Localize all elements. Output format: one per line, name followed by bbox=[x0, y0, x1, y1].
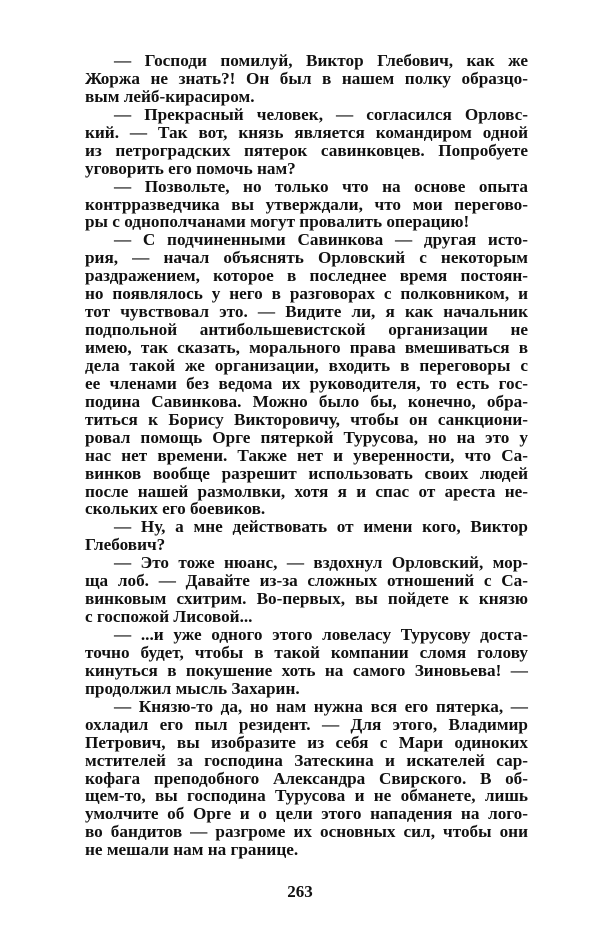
text-line: — С подчиненными Савинкова — другая исто- bbox=[114, 230, 528, 250]
text-line: раздражением, которое в последнее время постоян- bbox=[85, 266, 528, 286]
text-line: мстителей за господина Затескина и искателей сар- bbox=[85, 750, 528, 770]
paragraph bbox=[85, 178, 528, 232]
text-line: подина Савинкова. Можно было бы, конечно, обра- bbox=[85, 391, 528, 411]
book-page-text bbox=[85, 52, 528, 859]
text-line: после нашей размолвки, хотя я и спас от ареста не- bbox=[85, 481, 528, 501]
text-line: — Прекрасный человек, — согласился Орловс- bbox=[114, 104, 528, 124]
text-line: Петрович, вы изобразите из себя с Мари одиноких bbox=[85, 732, 528, 752]
text-line: — Князю-то да, но нам нужна вся его пятерка, — bbox=[114, 696, 528, 716]
text-line: вым лейб-кирасиром. bbox=[85, 86, 255, 106]
text-line: ры с однополчанами могут провалить операцию! bbox=[85, 212, 470, 232]
text-line: — Позвольте, но только что на основе опыта bbox=[114, 176, 528, 196]
text-line: ее членами без ведома их руководителя, то есть гос- bbox=[85, 373, 528, 393]
paragraph bbox=[85, 554, 528, 626]
text-line: винков вообще разрешит использовать своих людей bbox=[85, 463, 528, 483]
text-line: — Это тоже нюанс, — вздохнул Орловский, мор- bbox=[114, 553, 528, 573]
text-line: Жоржа не знать?! Он был в нашем полку образцо- bbox=[85, 68, 528, 88]
text-line: кофага преподобного Александра Свирского. В об- bbox=[85, 768, 528, 788]
text-line: — Ну, а мне действовать от имени кого, Виктор bbox=[114, 517, 528, 537]
text-line: тот чувствовал это. — Видите ли, я как начальник bbox=[85, 302, 528, 322]
paragraph bbox=[85, 231, 528, 518]
text-line: кинуться в покушение хоть на самого Зиновьева! — bbox=[85, 660, 528, 680]
text-line: но появлялось у него в разговорах с полковником, и bbox=[85, 284, 528, 304]
text-line: винковым схитрим. Во-первых, вы пойдете к князю bbox=[85, 589, 528, 609]
text-line: нас нет времени. Также нет и уверенности, что Са- bbox=[85, 445, 528, 465]
text-line: не мешали нам на границе. bbox=[85, 840, 299, 860]
text-line: скольких его боевиков. bbox=[85, 499, 266, 519]
text-line: — ...и уже одного этого ловеласу Турусову доста- bbox=[114, 625, 528, 644]
text-line: щем-то, вы господина Турусова и не обманете, лишь bbox=[85, 786, 528, 806]
text-line: титься к Борису Викторовичу, чтобы он санкциони- bbox=[85, 409, 528, 429]
text-line: охладил его пыл резидент. — Для этого, Владимир bbox=[85, 714, 528, 734]
text-line: рия, — начал объяснять Орловский с некоторым bbox=[85, 248, 528, 268]
text-line: подпольной антибольшевистской организации не bbox=[85, 320, 528, 340]
paragraph bbox=[85, 698, 528, 859]
text-line: точно будет, чтобы в такой компании сломя голову bbox=[85, 642, 528, 662]
text-line: Глебович? bbox=[85, 535, 166, 555]
paragraph bbox=[85, 52, 528, 106]
text-line: продолжил мысль Захарин. bbox=[85, 678, 300, 698]
text-line: во бандитов — разгроме их основных сил, чтобы они bbox=[85, 822, 528, 842]
text-line: ровал помощь Орге пятеркой Турусова, но на это у bbox=[85, 427, 528, 447]
paragraph bbox=[85, 106, 528, 178]
text-line: кий. — Так вот, князь является командиром одной bbox=[85, 122, 528, 142]
text-line: дела такой же организации, входить в переговоры с bbox=[85, 355, 528, 375]
text-line: с госпожой Лисовой... bbox=[85, 607, 253, 627]
text-line: — Господи помилуй, Виктор Глебович, как же bbox=[114, 51, 528, 70]
paragraph bbox=[85, 626, 528, 698]
text-line: ща лоб. — Давайте из-за сложных отношений с Са- bbox=[85, 571, 528, 591]
paragraph bbox=[85, 518, 528, 554]
text-line: контрразведчика вы утверждали, что мои перегово- bbox=[85, 194, 528, 214]
text-line: уговорить его помочь нам? bbox=[85, 158, 296, 178]
text-line: из петроградских пятерок савинковцев. Попробуете bbox=[85, 140, 528, 160]
text-line: имею, так сказать, морального права вмешиваться в bbox=[85, 338, 528, 357]
text-line: умолчите об Орге и о цели этого нападения на лого- bbox=[85, 804, 528, 824]
page-number: 263 bbox=[287, 882, 313, 901]
